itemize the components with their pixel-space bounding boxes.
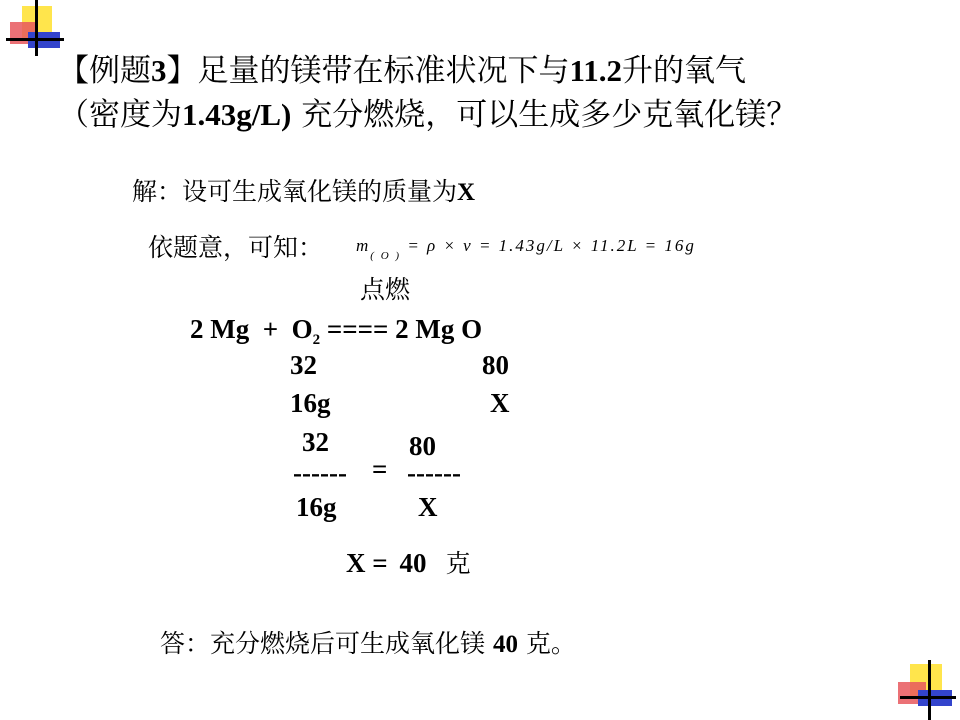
ratio-right-bar: ------ xyxy=(407,458,461,488)
ratio-equals: = xyxy=(372,454,388,484)
question-line-2 xyxy=(58,96,797,134)
deco-horizontal-line xyxy=(900,696,956,699)
equation-subscript: 2 xyxy=(312,332,321,348)
density-value: 1.43g/L) xyxy=(182,97,292,132)
answer-value: 40 xyxy=(492,631,518,658)
ratio-left-denominator: 16g xyxy=(296,492,337,522)
result-unit: 克 xyxy=(445,549,471,578)
answer-line xyxy=(160,624,576,660)
answer-unit: 克。 xyxy=(525,629,576,658)
question-label: 【例题 xyxy=(58,53,151,89)
deco-vertical-line xyxy=(35,0,38,56)
question-prompt: 充分燃烧，可以生成多少克氧化镁？ xyxy=(291,97,798,133)
solution-intro-text: 解：设可生成氧化镁的质量为 xyxy=(132,177,458,206)
given-x: X xyxy=(490,388,510,418)
solution-intro xyxy=(132,172,475,208)
ratio-right-numerator: 80 xyxy=(409,431,436,461)
mass-mg: 32 xyxy=(290,350,317,380)
given-mg: 16g xyxy=(290,388,331,418)
question-text-end: 升的氧气 xyxy=(622,53,747,89)
formula-rest: = ρ × ν = 1.43g/L × 11.2L = 16g xyxy=(407,236,696,255)
oxygen-volume: 11.2 xyxy=(569,53,623,88)
known-label: 依题意，可知： xyxy=(148,233,324,262)
question-number: 3 xyxy=(151,53,167,88)
result-lhs: X = xyxy=(346,548,395,578)
deco-vertical-line xyxy=(928,660,931,720)
ratio-left-bar: ------ xyxy=(293,458,347,488)
ratio-right-denominator: X xyxy=(418,492,438,522)
density-label: （密度为 xyxy=(58,97,182,133)
formula-m: m xyxy=(356,236,371,255)
solution-variable: X xyxy=(457,179,476,206)
ratio-left-numerator: 32 xyxy=(302,427,329,457)
chemical-equation xyxy=(190,314,482,349)
question-line-1 xyxy=(58,52,746,90)
reaction-condition: 点燃 xyxy=(360,275,411,304)
oxygen-mass-formula xyxy=(356,236,696,262)
result-value: 40 xyxy=(399,548,427,578)
question-text: 】足量的镁带在标准状况下与 xyxy=(166,53,570,89)
deco-horizontal-line xyxy=(6,38,64,41)
equation-products: ==== 2 Mg O xyxy=(320,314,483,344)
result-line xyxy=(346,544,471,580)
mass-mgo: 80 xyxy=(482,350,509,380)
formula-subscript: ( O ) xyxy=(370,250,402,262)
equation-reactants: 2 Mg + O xyxy=(190,314,313,344)
answer-text: 答：充分燃烧后可生成氧化镁 xyxy=(160,629,486,658)
